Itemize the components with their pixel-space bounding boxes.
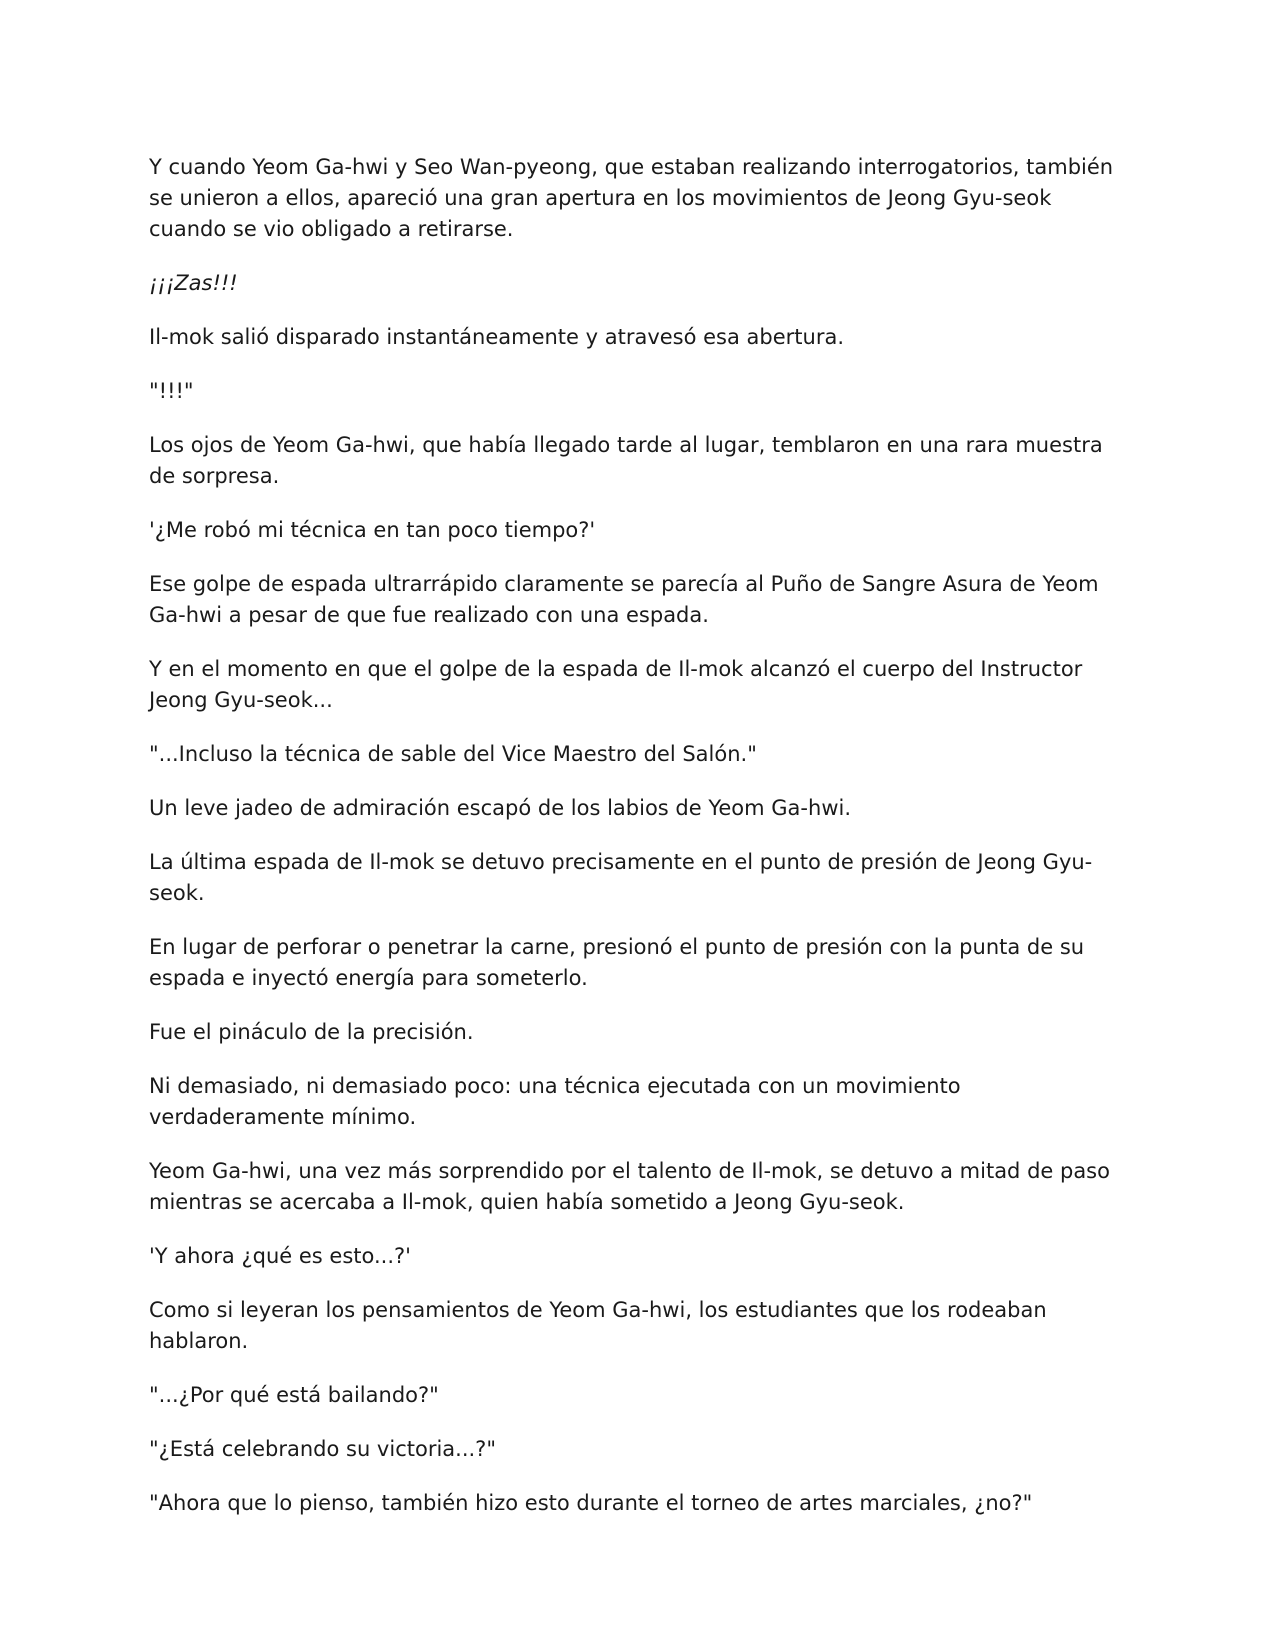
sound-effect-paragraph: ¡¡¡Zas!!! (149, 271, 238, 295)
paragraph: La última espada de Il-mok se detuvo precisamente en el punto de presión de Jeong Gyu-seok. (149, 850, 1093, 905)
paragraph: Ese golpe de espada ultrarrápido claramente se parecía al Puño de Sangre Asura de Yeom Ga-hwi a pesar de que fue realizado con una espada. (149, 572, 1099, 627)
dialogue-paragraph: "!!!" (149, 379, 194, 403)
paragraph: Yeom Ga-hwi, una vez más sorprendido por el talento de Il-mok, se detuvo a mitad de paso mientras se acercaba a Il-mok, quien había sometido a Jeong Gyu-seok. (149, 1159, 1110, 1214)
dialogue-paragraph: "Ahora que lo pienso, también hizo esto durante el torneo de artes marciales, ¿no?" (149, 1491, 1033, 1515)
paragraph: Il-mok salió disparado instantáneamente y atravesó esa abertura. (149, 325, 845, 349)
paragraph: Y cuando Yeom Ga-hwi y Seo Wan-pyeong, que estaban realizando interrogatorios, también se unieron a ellos, apareció una gran apertura en los movimientos de Jeong Gyu-seok cuando se vio obligado a retirarse. (149, 155, 1114, 241)
paragraph: Como si leyeran los pensamientos de Yeom Ga-hwi, los estudiantes que los rodeaban hablaron. (149, 1298, 1047, 1353)
thought-paragraph: '¿Me robó mi técnica en tan poco tiempo?' (149, 518, 596, 542)
paragraph: Un leve jadeo de admiración escapó de los labios de Yeom Ga-hwi. (149, 796, 852, 820)
paragraph: Y en el momento en que el golpe de la espada de Il-mok alcanzó el cuerpo del Instructor Jeong Gyu-seok... (149, 657, 1083, 712)
thought-paragraph: 'Y ahora ¿qué es esto...?' (149, 1244, 411, 1268)
paragraph: Los ojos de Yeom Ga-hwi, que había llegado tarde al lugar, temblaron en una rara muestra de sorpresa. (149, 433, 1103, 488)
dialogue-paragraph: "¿Está celebrando su victoria...?" (149, 1437, 496, 1461)
document-body (149, 152, 1124, 1542)
paragraph: En lugar de perforar o penetrar la carne, presionó el punto de presión con la punta de su espada e inyectó energía para someterlo. (149, 935, 1085, 990)
paragraph: Ni demasiado, ni demasiado poco: una técnica ejecutada con un movimiento verdaderamente mínimo. (149, 1074, 961, 1129)
dialogue-paragraph: "...Incluso la técnica de sable del Vice Maestro del Salón." (149, 742, 757, 766)
dialogue-paragraph: "...¿Por qué está bailando?" (149, 1383, 439, 1407)
paragraph: Fue el pináculo de la precisión. (149, 1020, 474, 1044)
